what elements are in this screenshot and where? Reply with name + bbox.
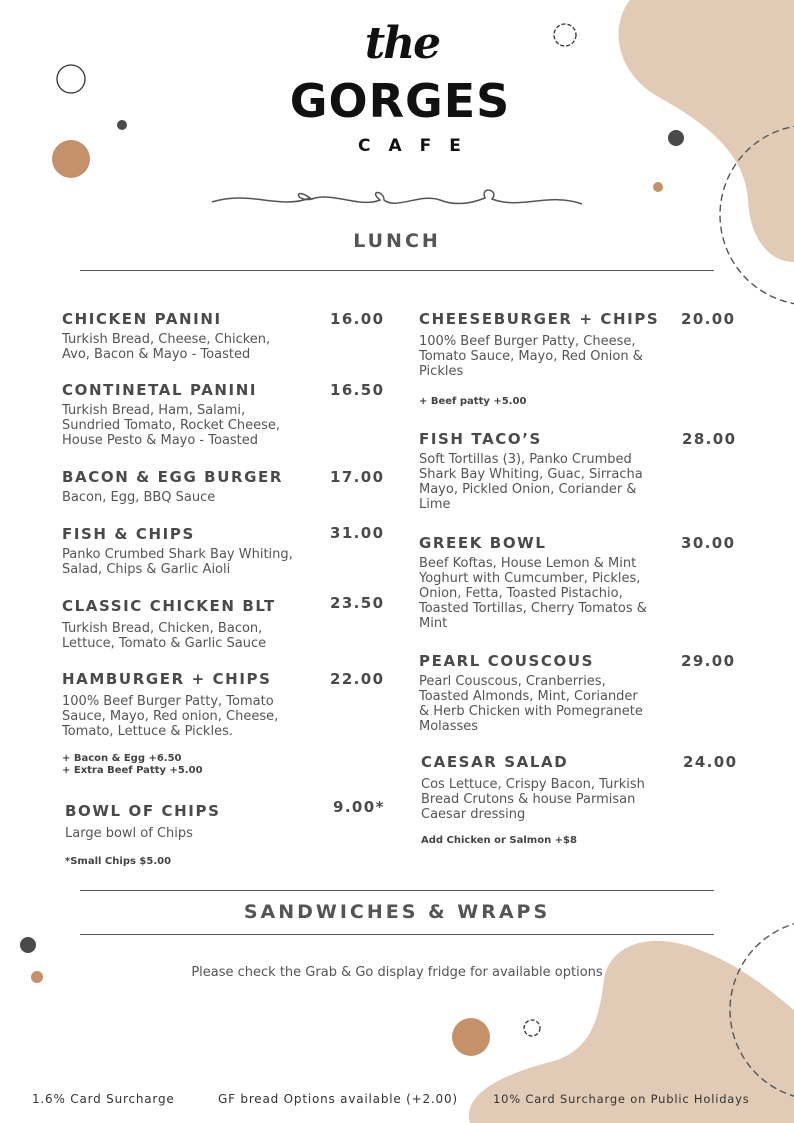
item-note: + Beef patty +5.00: [419, 396, 527, 407]
menu-item: [62, 670, 385, 739]
item-description: Beef Koftas, House Lemon & Mint Yoghurt with Cumcumber, Pickles, Onion, Fetta, Toasted Pistachio, Toasted Tortillas, Cherry Tomatos & Mint: [419, 556, 647, 631]
item-price: 9.00*: [333, 798, 385, 816]
item-description: Pearl Couscous, Cranberries, Toasted Almonds, Mint, Coriander & Herb Chicken with Pomegranete Molasses: [419, 674, 643, 734]
item-price: 24.00: [683, 753, 738, 771]
item-description: Turkish Bread, Ham, Salami, Sundried Tomato, Rocket Cheese, House Pesto & Mayo - Toasted: [62, 403, 281, 448]
ring-dot: [57, 65, 85, 93]
item-description: 100% Beef Burger Patty, Tomato Sauce, Mayo, Red onion, Cheese, Tomato, Lettuce & Pickles.: [62, 694, 279, 739]
item-description: Bacon, Egg, BBQ Sauce: [62, 490, 216, 505]
gray-dot: [20, 937, 36, 953]
item-name: CHICKEN PANINI: [62, 310, 222, 328]
item-price: 31.00: [330, 524, 385, 542]
ring-dot: [554, 24, 576, 46]
footer-public-holidays: 10% Card Surcharge on Public Holidays: [493, 1092, 750, 1106]
item-description: Panko Crumbed Shark Bay Whiting, Salad, Chips & Garlic Aioli: [62, 547, 293, 577]
item-name: BOWL OF CHIPS: [65, 802, 221, 820]
menu-item: [419, 534, 739, 631]
item-description: Turkish Bread, Cheese, Chicken, Avo, Bacon & Mayo - Toasted: [62, 332, 271, 362]
item-name: FISH & CHIPS: [62, 525, 195, 543]
menu-item: [62, 310, 385, 362]
item-name: CHEESEBURGER + CHIPS: [419, 310, 660, 328]
menu-item: [419, 652, 739, 734]
logo-the: the: [364, 18, 440, 69]
item-price: 23.50: [330, 594, 385, 612]
menu-item: [62, 524, 385, 577]
gray-dot: [117, 120, 127, 130]
lunch-title: LUNCH: [353, 230, 441, 252]
sandwiches-top-divider: [80, 890, 714, 891]
item-description: Soft Tortillas (3), Panko Crumbed Shark Bay Whiting, Guac, Sirracha Mayo, Pickled Onion, Coriander & Lime: [419, 452, 643, 512]
item-name: PEARL COUSCOUS: [419, 652, 595, 670]
brown-dot: [31, 971, 43, 983]
item-price: 16.50: [330, 381, 385, 399]
lunch-divider: [80, 270, 714, 271]
logo-cafe: CAFE: [358, 136, 479, 156]
top-right-blob: [619, 0, 794, 262]
item-name: CONTINETAL PANINI: [62, 381, 258, 399]
item-price: 22.00: [330, 670, 385, 688]
item-note: Add Chicken or Salmon +$8: [421, 835, 577, 846]
footer-gf-bread: GF bread Options available (+2.00): [218, 1092, 458, 1106]
item-description: Large bowl of Chips: [65, 826, 193, 841]
menu-item: [421, 753, 741, 822]
brown-dot: [452, 1018, 490, 1056]
item-name: CLASSIC CHICKEN BLT: [62, 597, 276, 615]
menu-item: [419, 430, 739, 512]
footer-card-surcharge: 1.6% Card Surcharge: [32, 1092, 175, 1106]
item-name: FISH TACO’S: [419, 430, 542, 448]
logo-name: GORGES: [289, 74, 511, 128]
item-price: 20.00: [681, 310, 736, 328]
item-note: *Small Chips $5.00: [65, 856, 172, 867]
item-price: 16.00: [330, 310, 385, 328]
menu-item: [62, 594, 385, 651]
sandwiches-title: SANDWICHES & WRAPS: [243, 901, 551, 923]
menu-item: [62, 468, 385, 505]
item-name: HAMBURGER + CHIPS: [62, 670, 272, 688]
sandwiches-bottom-divider: [80, 934, 714, 935]
item-name: CAESAR SALAD: [421, 753, 569, 771]
item-description: Turkish Bread, Chicken, Bacon, Lettuce, Tomato & Garlic Sauce: [62, 621, 267, 651]
item-description: 100% Beef Burger Patty, Cheese, Tomato Sauce, Mayo, Red Onion & Pickles: [419, 334, 643, 379]
item-name: GREEK BOWL: [419, 534, 547, 552]
gray-dot: [668, 130, 684, 146]
menu-item: [62, 381, 385, 448]
brown-dot: [653, 182, 663, 192]
item-price: 29.00: [681, 652, 736, 670]
sandwiches-text: Please check the Grab & Go display fridge for available options: [191, 965, 603, 980]
ring-dot: [524, 1020, 540, 1036]
item-name: BACON & EGG BURGER: [62, 468, 284, 486]
item-price: 28.00: [682, 430, 737, 448]
brown-dot: [52, 140, 90, 178]
item-price: 30.00: [681, 534, 736, 552]
ornament-swirl: [212, 190, 582, 204]
item-price: 17.00: [330, 468, 385, 486]
item-description: Cos Lettuce, Crispy Bacon, Turkish Bread Crutons & house Parmisan Caesar dressing: [421, 777, 645, 822]
menu-item: [65, 798, 385, 841]
item-note: + Bacon & Egg +6.50 + Extra Beef Patty +5.00: [62, 753, 203, 776]
menu-item: [419, 310, 739, 379]
